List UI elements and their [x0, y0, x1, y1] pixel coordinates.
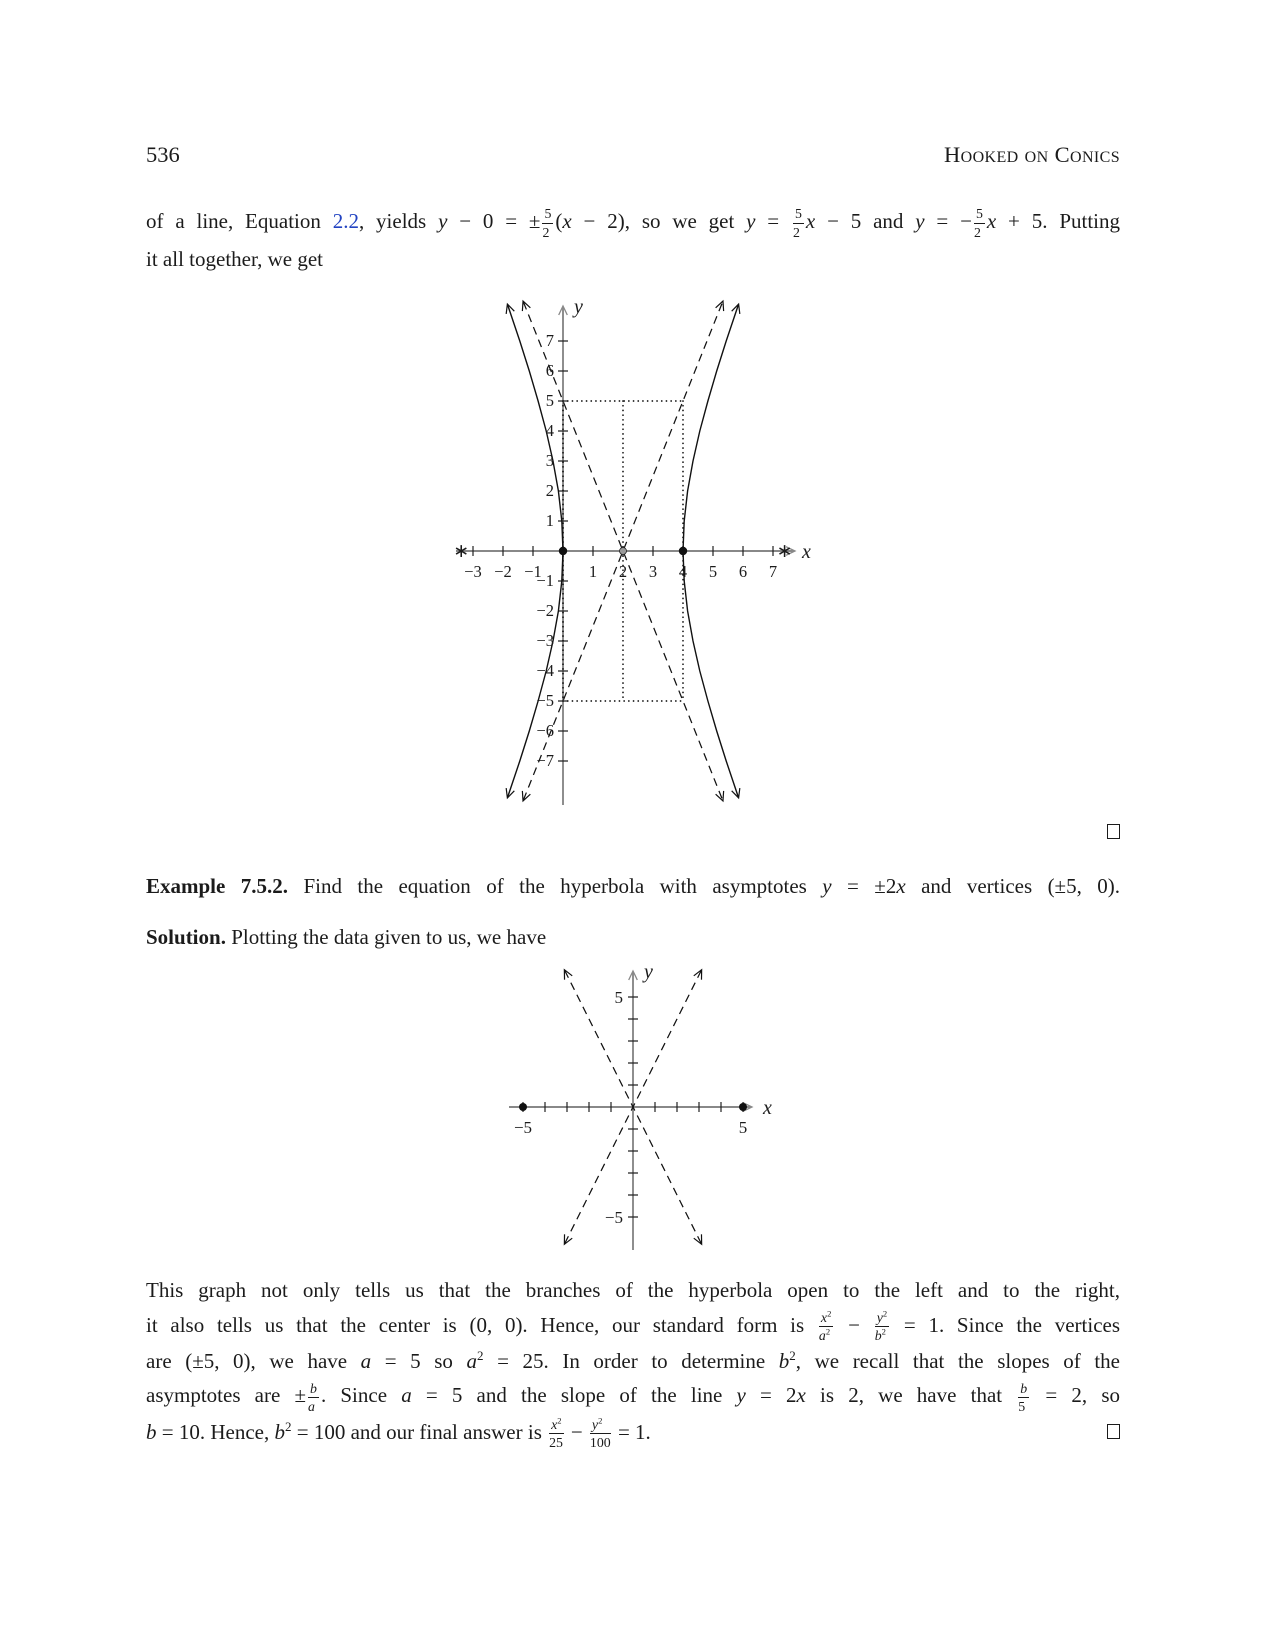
fraction-5-2: $\frac{5}{2}$ [792, 206, 802, 240]
y-tick-label: −1 [536, 571, 554, 591]
example-7-5-2 [146, 868, 1120, 905]
y-tick-label: −5 [536, 691, 554, 711]
x-tick-label: 4 [678, 562, 688, 582]
y-tick-label: 7 [545, 331, 554, 351]
y-tick-label: 3 [545, 451, 554, 471]
x-tick-label: 7 [768, 562, 778, 582]
x-tick-label: 1 [588, 562, 598, 582]
y-axis-label: y [574, 296, 583, 319]
figure-1-hyperbola-graph [453, 296, 813, 811]
x-tick-label: −2 [494, 562, 512, 582]
fraction-x2-a2: $\frac{x^2}{a^2}$ [818, 1308, 832, 1344]
page-number: 536 [146, 142, 180, 167]
qed-box [1107, 1424, 1120, 1439]
center-dot [620, 548, 627, 555]
paragraph-conclusion [146, 1273, 1120, 1451]
page-content [146, 0, 1120, 1451]
x-tick-label: 5 [738, 1118, 748, 1138]
fraction-y2-b2: $\frac{y^2}{b^2}$ [874, 1308, 888, 1344]
fraction-y2-100: $\frac{y^2}{100}$ [589, 1415, 611, 1451]
y-tick-label: −4 [536, 661, 554, 681]
solution-paragraph [146, 919, 1120, 956]
paragraph-line: b = 10. Hence, $b^2 = 100$ and our final answer is $\frac{x^2}{25}$ − $\frac{y^2}{100}$ = 1. [146, 1415, 1120, 1451]
y-tick-label: 6 [545, 361, 554, 381]
paragraph-line: it all together, we get [146, 247, 324, 272]
x-tick-label: −5 [513, 1118, 533, 1138]
running-header: Hooked on Conics [943, 142, 1120, 167]
y-tick-label: 1 [545, 511, 554, 531]
y-tick-label: 4 [545, 421, 554, 441]
equation-2-2-link[interactable]: 2.2 [332, 209, 359, 233]
y-tick-label: −3 [536, 631, 554, 651]
example-label: Example 7.5.2. [146, 874, 289, 899]
paragraph-line: Solution. Plotting the data given to us, we have [146, 925, 547, 950]
paragraph-line: asymptotes are ± $\frac{b}{a}$ . Since a = 5 and the slope of the line y = 2x is 2, we have that $\frac{b}{5}$ = 2, so [146, 1380, 1120, 1415]
x-tick-label: −1 [524, 562, 542, 582]
solution-label: Solution. [146, 925, 226, 950]
paragraph-line: of a line, Equation 2.2, yields y − 0 = ± $\frac{5}{2}$ (x − 2), so we get y = $\frac{5}{2}$ x − 5 and y = − $\frac{5}{2}$ x + 5. Putting [146, 206, 1121, 240]
paragraph-line: Example 7.5.2. Find the equation of the hyperbola with asymptotes y = ±2x and vertices (±5, 0). [146, 874, 1121, 899]
vertex-dot-right [739, 1103, 747, 1111]
fraction-b-a: $\frac{b}{a}$ [308, 1380, 317, 1415]
x-tick-label: 3 [648, 562, 658, 582]
figure-2-container [146, 962, 1120, 1259]
y-tick-label: 5 [614, 988, 623, 1008]
page-header [146, 142, 1120, 168]
focus-asterisk-right: ∗ [776, 540, 793, 563]
paragraph-intro [146, 202, 1120, 278]
paragraph-line: are (±5, 0), we have a = 5 so $a^2 = 25$. In order to determine $b^2$, we recall that the slopes of the [146, 1347, 1121, 1373]
figure-2-asymptote-plot [483, 962, 783, 1254]
y-axis-label: y [644, 962, 653, 984]
y-tick-label: −7 [536, 751, 554, 771]
paragraph-line: it also tells us that the center is (0, 0). Hence, our standard form is $\frac{x^2}{a^2}$ − $\frac{y^2}{b^2}$ = 1. Since the vertices [146, 1308, 1121, 1344]
y-tick-label: −5 [604, 1208, 623, 1228]
x-tick-label: 5 [708, 562, 718, 582]
fraction-5-2: $\frac{5}{2}$ [973, 206, 983, 240]
y-tick-label: 2 [545, 481, 554, 501]
x-axis-label: x [763, 1097, 772, 1120]
y-tick-label: 5 [545, 391, 554, 411]
vertex-dot-left [559, 547, 567, 555]
qed-row [146, 824, 1120, 844]
x-tick-label: 6 [738, 562, 748, 582]
fraction-5-2: $\frac{5}{2}$ [542, 206, 552, 240]
figure-1-container [146, 296, 1120, 816]
paragraph-line: This graph not only tells us that the branches of the hyperbola open to the left and to the right, [146, 1278, 1120, 1303]
qed-box [1107, 824, 1120, 839]
x-tick-label: 2 [618, 562, 628, 582]
fraction-b-5: $\frac{b}{5}$ [1018, 1380, 1028, 1415]
y-tick-label: −6 [536, 721, 554, 741]
vertex-dot-left [519, 1103, 527, 1111]
y-tick-label: −2 [536, 601, 554, 621]
x-tick-label: −3 [464, 562, 482, 582]
vertex-dot-right [679, 547, 687, 555]
fraction-x2-25: $\frac{x^2}{25}$ [549, 1415, 563, 1451]
x-axis-label: x [802, 541, 811, 564]
focus-asterisk-left: ∗ [453, 540, 470, 563]
